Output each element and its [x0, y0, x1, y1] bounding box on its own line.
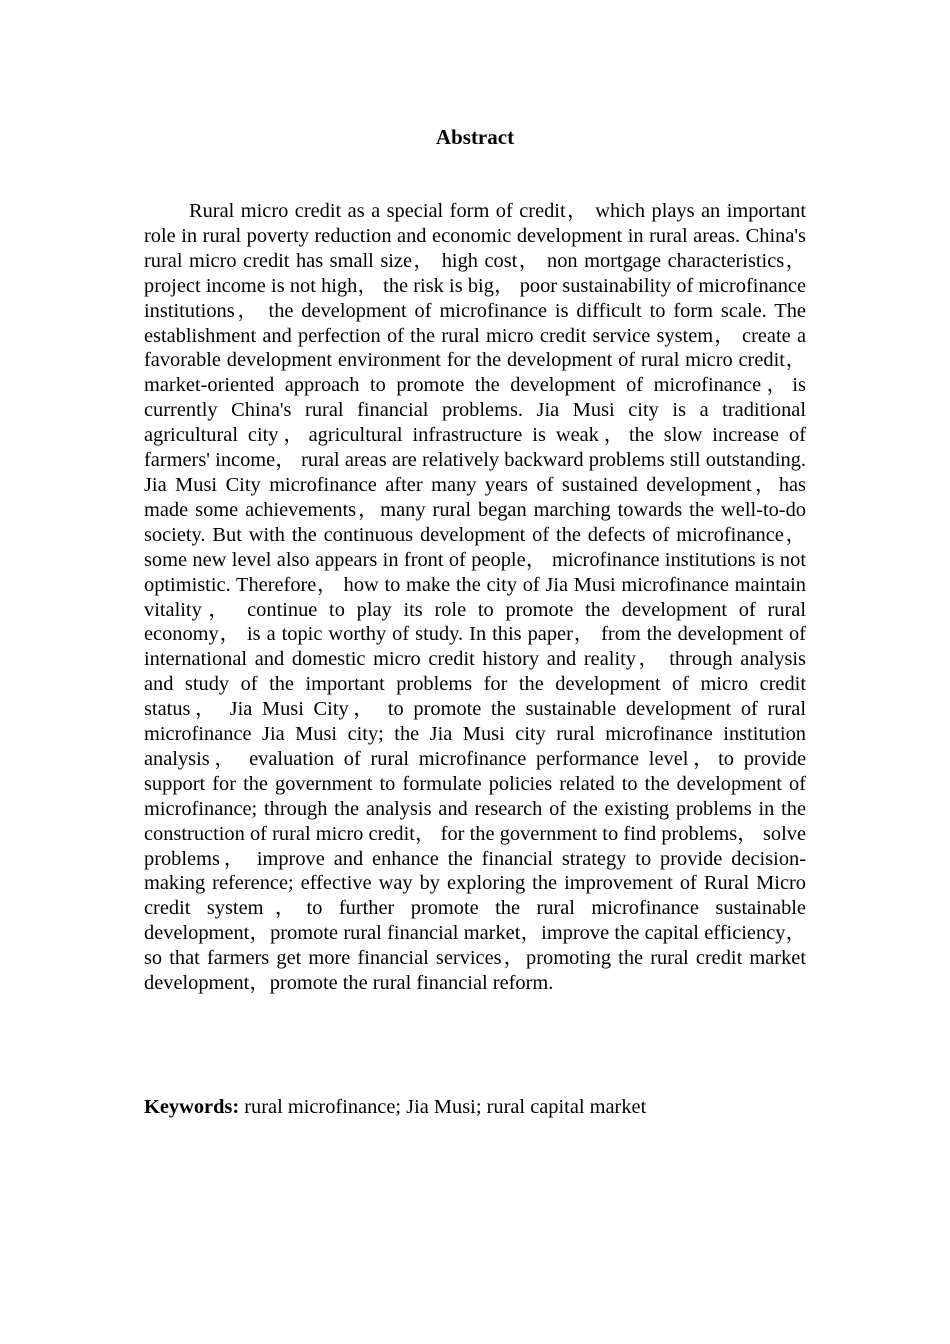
abstract-title: Abstract	[435, 125, 515, 149]
keywords-text: rural microfinance; Jia Musi; rural capital market	[239, 1096, 647, 1118]
keywords-label: Keywords:	[144, 1096, 240, 1118]
abstract-body: Rural micro credit as a special form of credit， which plays an important role in rural poverty reduction and economic development in rural areas. China's rural micro credit has small size， high cost， non mortgage characteristics， project income is not high， the risk is big， poor sustainability of microfinance institutions， the development of microfinance is difficult to form scale. The establishment and perfection of the rural micro credit service system， create a favorable development environment for the development of rural micro credit， market-oriented approach to promote the development of microfinance，is currently China's rural financial problems. Jia Musi city is a traditional agricultural city，agricultural infrastructure is weak，the slow increase of farmers' income， rural areas are relatively backward problems still outstanding. Jia Musi City microfinance after many years of sustained development，has made some achievements，many rural began marching towards the well-to-do society. But with the continuous development of the defects of microfinance， some new level also appears in front of people， microfinance institutions is not optimistic. Therefore， how to make the city of Jia Musi microfinance maintain vitality， continue to play its role to promote the development of rural economy， is a topic worthy of study. In this paper， from the development of international and domestic micro credit history and reality， through analysis and study of the important problems for the development of micro credit status， Jia Musi City， to promote the sustainable development of rural microfinance Jia Musi city; the Jia Musi city rural microfinance institution analysis， evaluation of rural microfinance performance level，to provide support for the government to formulate policies related to the development of microfinance; through the analysis and research of the existing problems in the construction of rural micro credit， for the government to find problems， solve problems， improve and enhance the financial strategy to provide decision-making reference; effective way by exploring the improvement of Rural Micro credit system，to further promote the rural microfinance sustainable development，promote rural financial market，improve the capital efficiency， so that farmers get more financial services，promoting the rural credit market development，promote the rural financial reform.	[144, 200, 806, 995]
keywords-line	[144, 1095, 806, 1120]
